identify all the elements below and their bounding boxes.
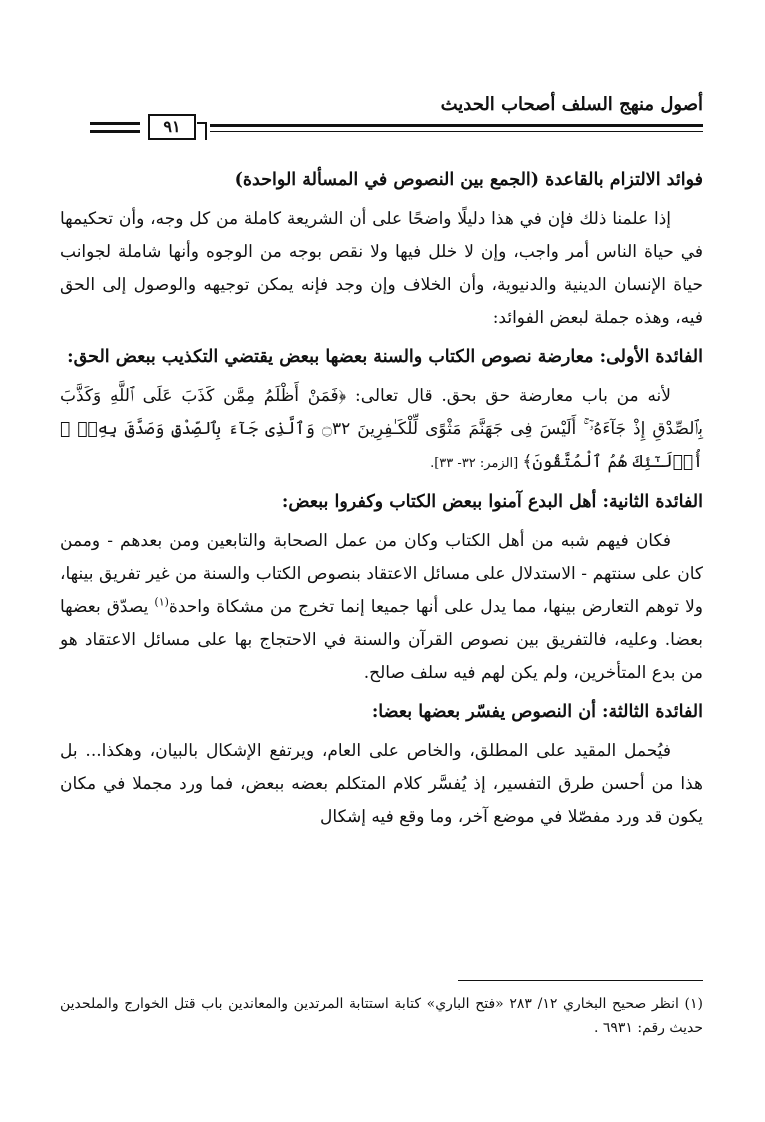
benefit-2-text-b: يصدّق بعضها بعضا. وعليه، فالتفريق بين نصوص القرآن والسنة في الاحتجاج بها على مسائل الاعتقاد هو من بدع المتأخرين، ولم يكن لهم فيه سلف صالح. bbox=[60, 597, 703, 683]
header-rule-left-bottom bbox=[90, 130, 140, 133]
benefit-3-paragraph: فيُحمل المقيد على المطلق، والخاص على العام، ويرتفع الإشكال بالبيان، وهكذا... بل هذا من أحسن طرق التفسير، إذ يُفسَّر كلام المتكلم بعضه ببعض، فما ورد مجملا في مكان يكون قد ورد مفصّلا في موضع آخر، وما وقع فيه إشكال bbox=[60, 741, 703, 827]
running-title: أصول منهج السلف أصحاب الحديث bbox=[440, 94, 703, 115]
footnote-marker: (١) bbox=[684, 996, 703, 1012]
footnote-separator bbox=[458, 980, 703, 981]
footnote bbox=[60, 992, 703, 1040]
benefit-2-paragraph bbox=[60, 525, 703, 690]
benefit-1-lead: لأنه من باب معارضة حق بحق. قال تعالى: bbox=[346, 386, 671, 406]
benefit-3-title: الفائدة الثالثة: أن النصوص يفسّر بعضها بعضا: bbox=[371, 702, 703, 722]
benefit-2-title: الفائدة الثانية: أهل البدع آمنوا ببعض الكتاب وكفروا ببعض: bbox=[281, 492, 703, 512]
footnote-reference[interactable]: (١) bbox=[154, 595, 169, 609]
footnote-text-block bbox=[60, 992, 703, 1040]
header-rule-right-bottom bbox=[210, 131, 703, 132]
header-rule-left-top bbox=[90, 122, 140, 125]
quran-verse: ﴿فَمَنْ أَظْلَمُ مِمَّن كَذَبَ عَلَى ٱللَّهِ وَكَذَّبَ بِٱلصِّدْقِ إِذْ جَآءَهُۥٓ ۚ أَلَيْسَ فِى جَهَنَّمَ مَثْوًى لِّلْكَـٰفِرِينَ ۝٣٢ وَٱلَّذِى جَآءَ بِٱلصِّدْقِ وَصَدَّقَ بِهِۦٓ ۙ أُو۟لَـٰٓئِكَ هُمُ ٱلْمُتَّقُونَ﴾ bbox=[60, 386, 703, 472]
verse-reference: [الزمر: ٣٢- ٣٣]. bbox=[430, 456, 523, 471]
section-title: فوائد الالتزام بالقاعدة (الجمع بين النصوص في المسألة الواحدة) bbox=[234, 170, 703, 190]
footnote-text: انظر صحيح البخاري ١٢/ ٢٨٣ «فتح الباري» كتابة استتابة المرتدين والمعاندين باب قتل الخوارج والملحدين حديث رقم: ٦٩٣١ . bbox=[60, 996, 703, 1036]
page-number: ٩١ bbox=[148, 114, 196, 140]
intro-paragraph: إذا علمنا ذلك فإن في هذا دليلًا واضحًا على أن الشريعة كاملة من كل وجه، وأن تحكيمها في حياة الناس أمر واجب، وإن لا خلل فيها ولا نقص بوجه من الوجوه وأنها شاملة لجوانب حياة الإنسان الدينية والدنيوية، وأن الخلاف وإن وجد فإنه يمكن توجيهه والوصول إلى الحق فيه، وهذه جملة لبعض الفوائد: bbox=[60, 209, 703, 328]
header-rule-right-top bbox=[210, 124, 703, 127]
page-number-frame-corner bbox=[197, 122, 207, 140]
benefit-1-paragraph bbox=[60, 380, 703, 480]
benefit-1-title: الفائدة الأولى: معارضة نصوص الكتاب والسنة بعضها ببعض يقتضي التكذيب ببعض الحق: bbox=[67, 347, 703, 367]
benefit-2-text-a: فكان فيهم شبه من أهل الكتاب وكان من عمل الصحابة والتابعين ومن بعدهم - وممن كان على سنتهم - الاستدلال على مسائل الاعتقاد بنصوص الكتاب والسنة من غير تفريق بينها، ولا توهم التعارض بينها، مما يدل على أنها جميعا إنما تخرج من مشكاة واحدة bbox=[60, 531, 703, 617]
main-text bbox=[60, 164, 703, 834]
